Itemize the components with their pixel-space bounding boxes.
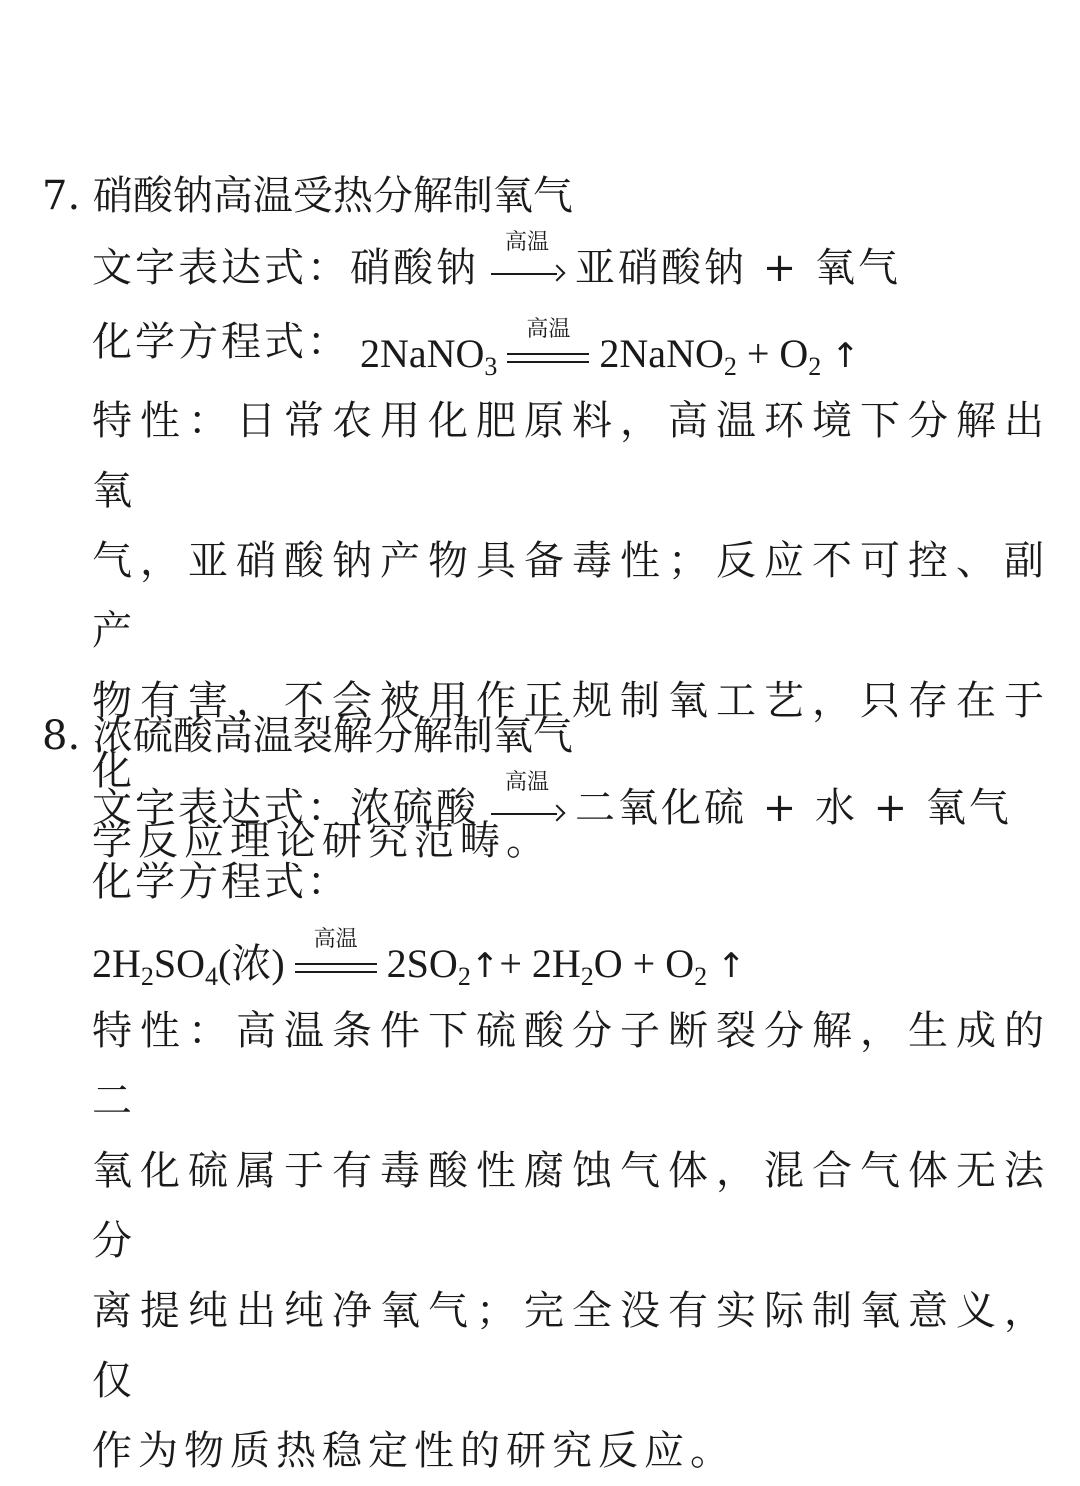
- section-7-equation-label: 化学方程式：: [92, 319, 350, 365]
- section-8-word-equation: [92, 770, 1012, 832]
- equation-condition: 高温: [526, 316, 571, 341]
- property-line: 学反应理论研究范畴。: [92, 818, 552, 864]
- reaction-arrow: [489, 230, 565, 292]
- eq-product-1: 2SO: [386, 941, 458, 986]
- eq-subscript: 2: [808, 352, 822, 381]
- eq-reactant: 2H: [92, 941, 141, 986]
- eq-subscript: 2: [723, 352, 737, 381]
- property-line: 物有害，不会被用作正规制氧工艺，只存在于化: [92, 678, 1050, 794]
- equals-sign-condition: [507, 316, 589, 378]
- section-8-chemical-equation: [92, 926, 746, 991]
- gas-arrow-icon: ↑: [470, 946, 500, 986]
- eq-subscript: 2: [457, 962, 471, 991]
- section-7-title: 7. 硝酸钠高温受热分解制氧气: [42, 173, 573, 219]
- property-line: 离提纯出纯净氧气；完全没有实际制氧意义，仅: [92, 1288, 1050, 1404]
- word-products: 亚硝酸钠 + 氧气: [575, 245, 901, 291]
- eq-subscript: 4: [205, 962, 219, 991]
- eq-reactant-note: (浓): [218, 941, 285, 986]
- gas-arrow-icon: ↑: [831, 336, 860, 376]
- property-line: 特性：日常农用化肥原料，高温环境下分解出氧: [92, 398, 1050, 514]
- section-7-word-equation: [92, 230, 901, 292]
- reaction-condition: 高温: [504, 770, 549, 795]
- section-8-equation-label: 化学方程式：: [92, 859, 350, 905]
- reaction-condition: 高温: [504, 230, 549, 255]
- eq-product-1: 2NaNO: [599, 331, 724, 376]
- word-equation-label: 文字表达式：: [92, 245, 350, 291]
- equation-condition: 高温: [313, 926, 358, 951]
- section-8-title: 8. 浓硫酸高温裂解分解制氧气: [42, 713, 573, 759]
- eq-subscript: 2: [694, 962, 708, 991]
- property-line: 特性：高温条件下硫酸分子断裂分解，生成的二: [92, 1008, 1050, 1124]
- section-7-chemical-equation: [360, 316, 860, 381]
- gas-arrow-icon: ↑: [717, 946, 746, 986]
- eq-subscript: 2: [580, 962, 594, 991]
- equals-sign-condition: [295, 926, 377, 988]
- eq-subscript: 3: [484, 352, 498, 381]
- eq-product-3: O + O: [593, 941, 695, 986]
- reaction-arrow: [489, 770, 565, 832]
- eq-reactant: SO: [153, 941, 206, 986]
- word-equation-label: 文字表达式：: [92, 785, 350, 831]
- word-reactant: 硝酸钠: [350, 245, 479, 291]
- eq-reactant: 2NaNO: [360, 331, 485, 376]
- eq-subscript: 2: [140, 962, 154, 991]
- eq-product-2: + O: [746, 331, 809, 376]
- property-line: 氧化硫属于有毒酸性腐蚀气体，混合气体无法分: [92, 1148, 1050, 1264]
- property-line: 作为物质热稳定性的研究反应。: [92, 1428, 736, 1474]
- section-8-property-paragraph: [92, 996, 1050, 1486]
- property-line: 气，亚硝酸钠产物具备毒性；反应不可控、副产: [92, 538, 1050, 654]
- eq-product-2: + 2H: [499, 941, 581, 986]
- word-products: 二氧化硫 + 水 + 氧气: [575, 785, 1012, 831]
- word-reactant: 浓硫酸: [350, 785, 479, 831]
